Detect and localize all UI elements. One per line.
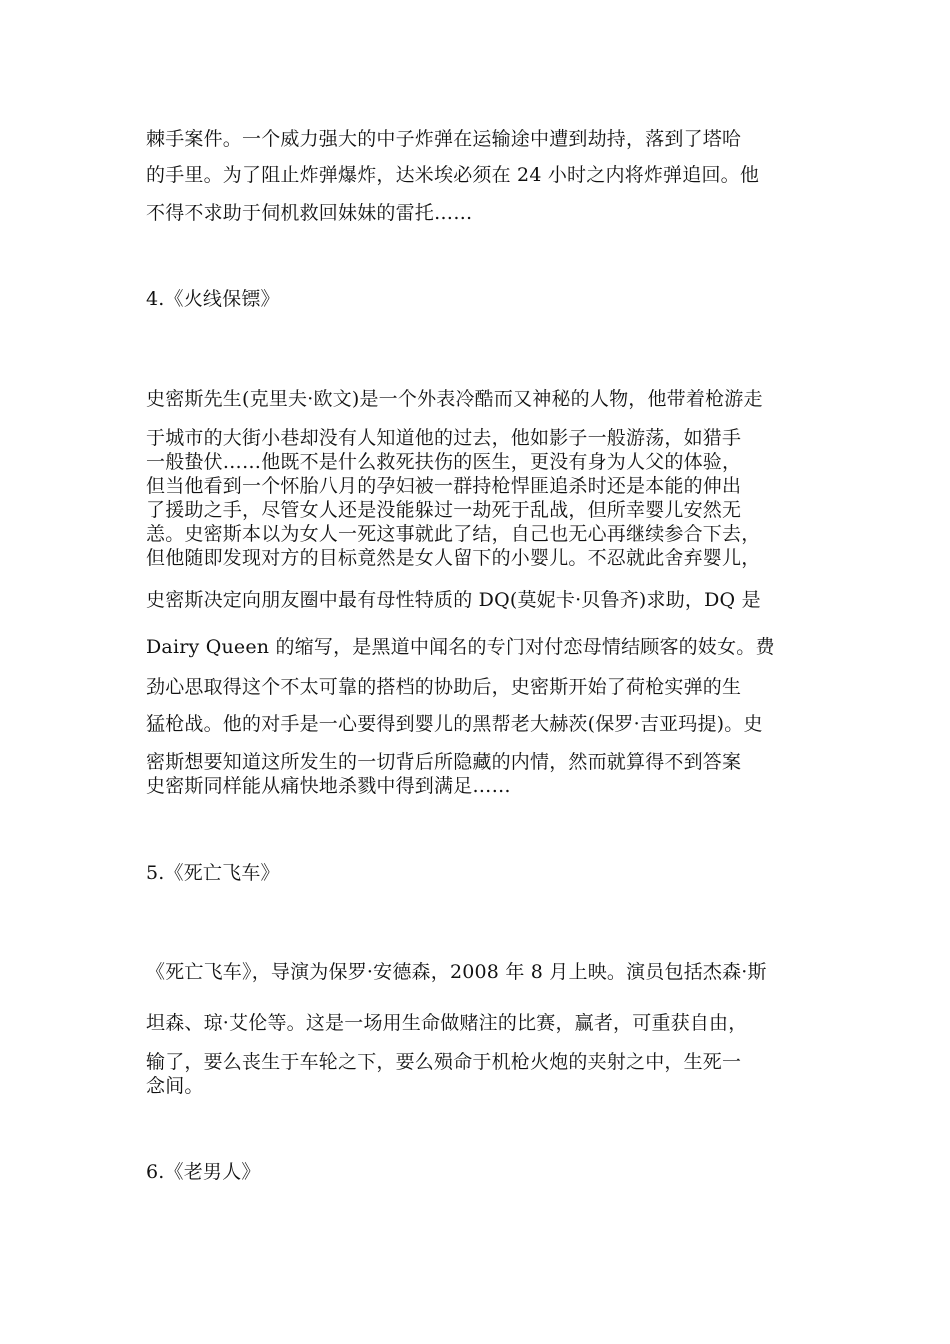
paragraph-line: 恙。史密斯本以为女人一死这事就此了结，自己也无心再继续参合下去， [146,523,761,545]
paragraph-line: 史密斯先生(克里夫·欧文)是一个外表冷酷而又神秘的人物，他带着枪游走 [146,388,763,410]
paragraph-line: Dairy Queen 的缩写，是黑道中闻名的专门对付恋母情结顾客的妓女。费 [146,636,775,658]
paragraph-line: 了援助之手，尽管女人还是没能躲过一劫死于乱战，但所幸婴儿安然无 [146,499,742,521]
paragraph-line: 于城市的大街小巷却没有人知道他的过去，他如影子一般游荡，如猎手 [146,427,742,449]
paragraph-line: 棘手案件。一个威力强大的中子炸弹在运输途中遭到劫持，落到了塔哈 [146,128,742,150]
paragraph-line: 但当他看到一个怀胎八月的孕妇被一群持枪悍匪追杀时还是本能的伸出 [146,475,742,497]
paragraph-line: 不得不求助于伺机救回妹妹的雷托…… [146,202,473,224]
paragraph-line: 念间。 [146,1075,204,1097]
section-heading: 4.《火线保镖》 [146,288,280,310]
paragraph-line: 一般蛰伏……他既不是什么救死扶伤的医生，更没有身为人父的体验， [146,451,742,473]
paragraph-line: 坦森、琼·艾伦等。这是一场用生命做赌注的比赛，赢者，可重获自由， [146,1012,748,1034]
paragraph-line: 的手里。为了阻止炸弹爆炸，达米埃必须在 24 小时之内将炸弹追回。他 [146,164,760,186]
paragraph-line: 史密斯同样能从痛快地杀戮中得到满足…… [146,775,511,797]
paragraph-line: 密斯想要知道这所发生的一切背后所隐藏的内情，然而就算得不到答案 [146,751,742,773]
paragraph-line: 猛枪战。他的对手是一心要得到婴儿的黑帮老大赫茨(保罗·吉亚玛提)。史 [146,713,763,735]
section-heading: 6.《老男人》 [146,1161,261,1183]
paragraph-line: 但他随即发现对方的目标竟然是女人留下的小婴儿。不忍就此舍弃婴儿， [146,547,761,569]
paragraph-line: 劲心思取得这个不太可靠的搭档的协助后，史密斯开始了荷枪实弹的生 [146,676,742,698]
paragraph-line: 史密斯决定向朋友圈中最有母性特质的 DQ(莫妮卡·贝鲁齐)求助，DQ 是 [146,589,761,611]
paragraph-line: 《死亡飞车》，导演为保罗·安德森，2008 年 8 月上映。演员包括杰森·斯 [146,961,767,983]
paragraph-line: 输了，要么丧生于车轮之下，要么殒命于机枪火炮的夹射之中，生死一 [146,1051,742,1073]
section-heading: 5.《死亡飞车》 [146,862,280,884]
